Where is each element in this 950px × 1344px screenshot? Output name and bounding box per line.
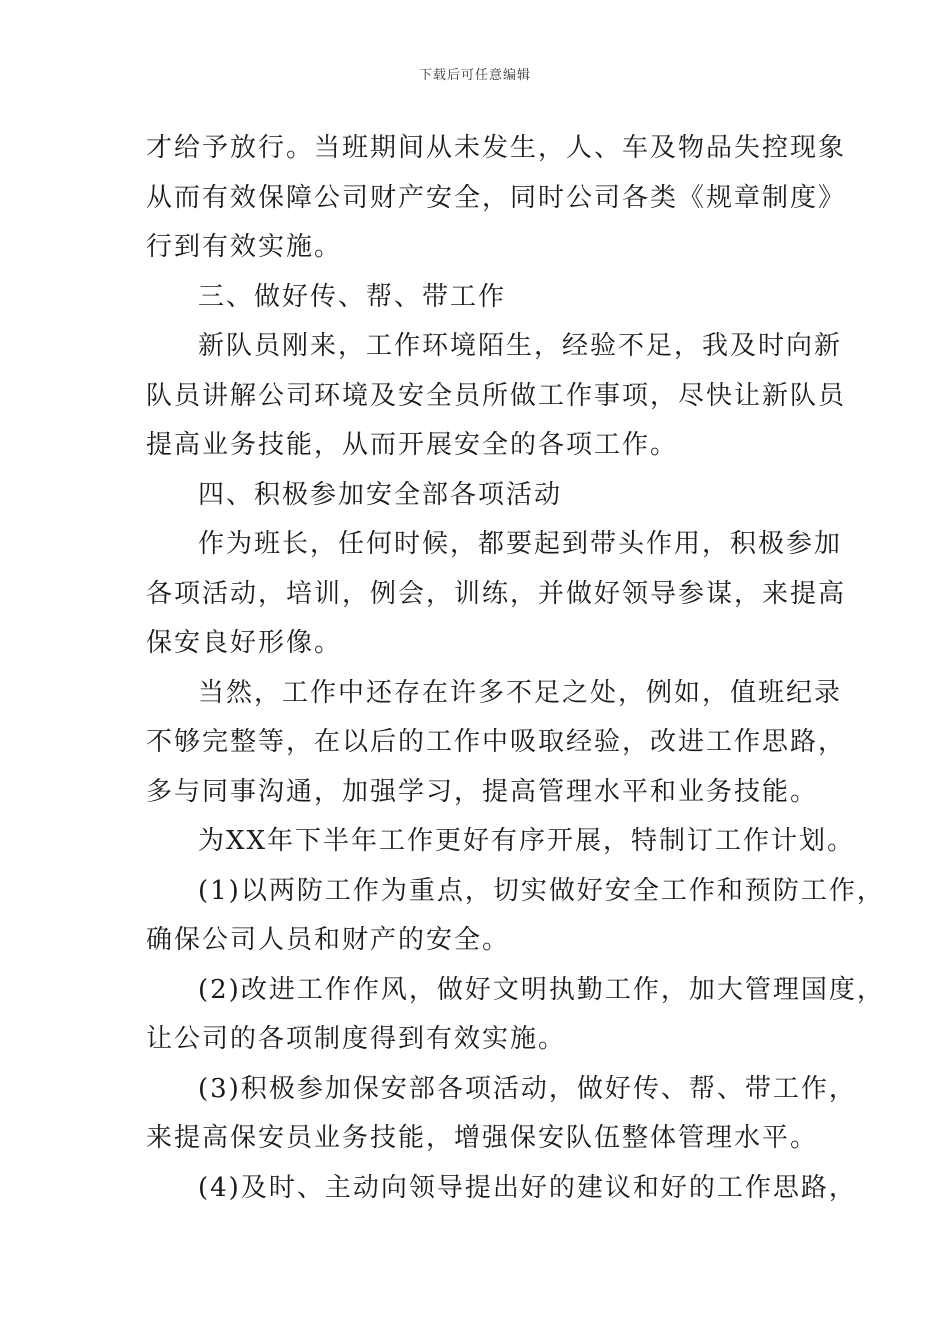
text-line: 确保公司人员和财产的安全。: [146, 925, 511, 955]
list-item: (1)以两防工作为重点，切实做好安全工作和预防工作，: [198, 875, 885, 906]
section-heading: 三、做好传、帮、带工作: [198, 281, 507, 312]
text-line: 新队员刚来，工作环境陌生，经验不足，我及时向新: [198, 331, 843, 361]
text-line: 从而有效保障公司财产安全，同时公司各类《规章制度》: [146, 182, 847, 213]
text-line: 各项活动，培训，例会，训练，并做好领导参谋，来提高: [146, 578, 847, 609]
list-item: (4)及时、主动向领导提出好的建议和好的工作思路，: [198, 1172, 857, 1203]
text-line: 多与同事沟通，加强学习，提高管理水平和业务技能。: [146, 776, 819, 807]
text-line: 提高业务技能，从而开展安全的各项工作。: [146, 430, 679, 460]
text-line: 来提高保安员业务技能，增强保安队伍整体管理水平。: [146, 1123, 819, 1153]
text-line: 当然，工作中还存在许多不足之处，例如，值班纪录: [198, 677, 843, 708]
text-line: 不够完整等，在以后的工作中吸取经验，改进工作思路，: [146, 727, 847, 757]
text-line: 作为班长，任何时候，都要起到带头作用，积极参加: [198, 529, 843, 559]
text-line: 行到有效实施。: [146, 232, 343, 262]
text-line: 让公司的各项制度得到有效实施。: [146, 1024, 567, 1054]
document-body: [146, 124, 885, 1213]
text-line: 保安良好形像。: [146, 628, 343, 658]
list-item: (3)积极参加保安部各项活动，做好传、帮、带工作，: [198, 1073, 857, 1104]
page-header: 下载后可任意编辑: [418, 68, 531, 83]
list-item: (2)改进工作作风，做好文明执勤工作，加大管理国度，: [198, 974, 885, 1005]
section-heading: 四、积极参加安全部各项活动: [198, 479, 563, 510]
text-line: 为XX年下半年工作更好有序开展，特制订工作计划。: [198, 826, 856, 856]
text-line: 才给予放行。当班期间从未发生，人、车及物品失控现象: [146, 133, 847, 163]
text-line: 队员讲解公司环境及安全员所做工作事项，尽快让新队员: [146, 380, 847, 411]
